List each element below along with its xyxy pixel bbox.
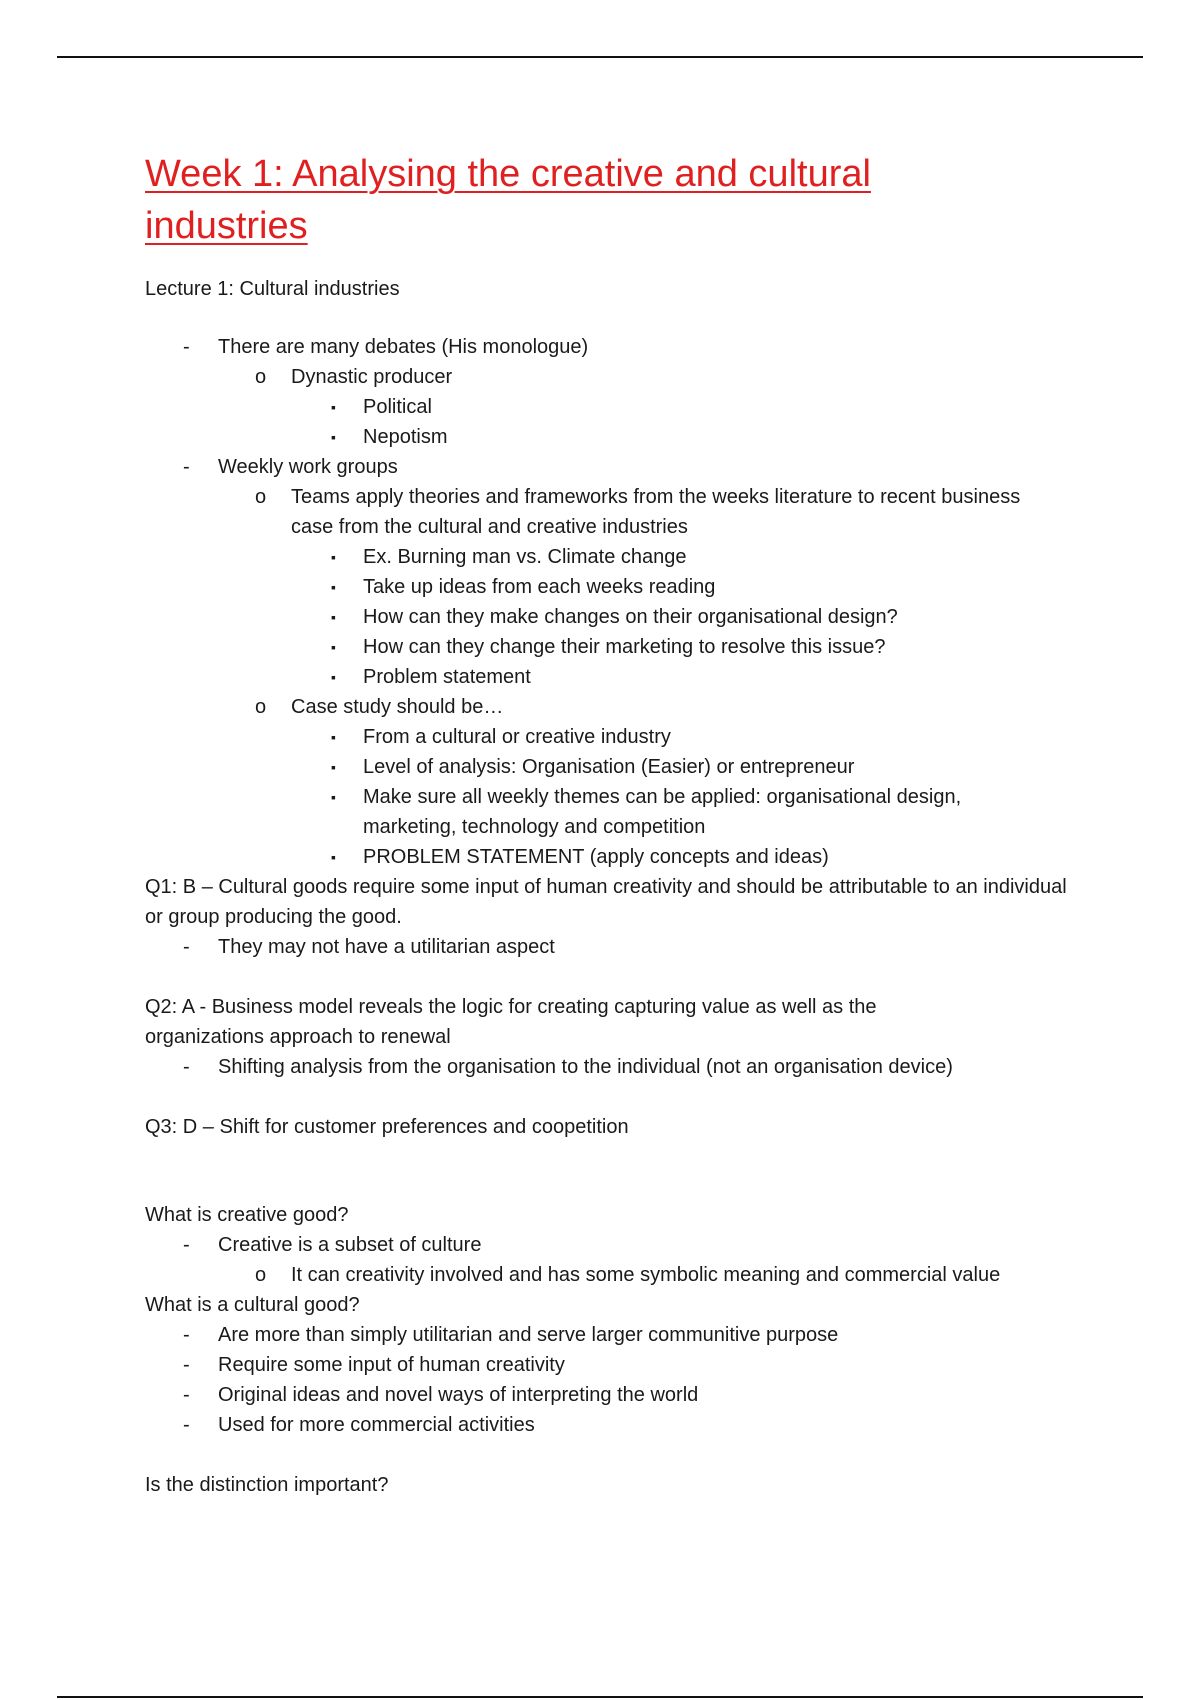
dash-bullet: - (183, 1056, 190, 1078)
circle-bullet: o (255, 366, 267, 388)
square-bullet: ▪ (331, 549, 336, 565)
creative-good-question: What is creative good? (145, 1204, 349, 1226)
q2-answer: Q2: A - Business model reveals the logic for creating capturing value as well as the organizations approach to renewal (145, 996, 877, 1048)
list-item: - Require some input of human creativity (145, 1350, 1075, 1380)
circle-bullet: o (255, 486, 267, 508)
dash-bullet: - (183, 336, 190, 358)
list-item: ▪ Make sure all weekly themes can be applied: organisational design, marketing, technology and competition (145, 782, 1053, 842)
list-item: ▪ How can they change their marketing to resolve this issue? (145, 632, 1075, 662)
list-item: - Creative is a subset of culture (145, 1230, 1075, 1260)
cultural-good-question: What is a cultural good? (145, 1294, 360, 1316)
dash-bullet: - (183, 1354, 190, 1376)
list-item: - Shifting analysis from the organisation to the individual (not an organisation device) (145, 1052, 1075, 1082)
q1-answer: Q1: B – Cultural goods require some input of human creativity and should be attributable to an individual or group producing the good. (145, 876, 1067, 928)
dash-bullet: - (183, 456, 190, 478)
list-item: ▪ How can they make changes on their organisational design? (145, 602, 1075, 632)
list-item: o Dynastic producer (145, 362, 1075, 392)
list-item: o Case study should be… (145, 692, 1075, 722)
list-item: ▪ Problem statement (145, 662, 1075, 692)
list-item: ▪ Take up ideas from each weeks reading (145, 572, 1075, 602)
list-item: ▪ Nepotism (145, 422, 1075, 452)
square-bullet: ▪ (331, 609, 336, 625)
list-item: - They may not have a utilitarian aspect (145, 932, 1075, 962)
square-bullet: ▪ (331, 789, 336, 805)
dash-bullet: - (183, 1414, 190, 1436)
bottom-rule (57, 1696, 1143, 1698)
dash-bullet: - (183, 1384, 190, 1406)
list-item: ▪ Ex. Burning man vs. Climate change (145, 542, 1075, 572)
document-body (145, 148, 1075, 1500)
square-bullet: ▪ (331, 399, 336, 415)
list-item: o Teams apply theories and frameworks from the weeks literature to recent business case from the cultural and creative industries (145, 482, 1031, 542)
list-item: - Used for more commercial activities (145, 1410, 1075, 1440)
square-bullet: ▪ (331, 729, 336, 745)
circle-bullet: o (255, 696, 267, 718)
circle-bullet: o (255, 1264, 267, 1286)
square-bullet: ▪ (331, 429, 336, 445)
page-title: Week 1: Analysing the creative and cultural industries (145, 153, 871, 247)
square-bullet: ▪ (331, 849, 336, 865)
list-item: - There are many debates (His monologue) (145, 332, 1075, 362)
list-item: ▪ From a cultural or creative industry (145, 722, 1075, 752)
q3-answer: Q3: D – Shift for customer preferences and coopetition (145, 1116, 629, 1138)
list-item: ▪ Level of analysis: Organisation (Easier) or entrepreneur (145, 752, 1075, 782)
list-item: o It can creativity involved and has some symbolic meaning and commercial value (145, 1260, 1031, 1290)
list-item: - Weekly work groups (145, 452, 1075, 482)
dash-bullet: - (183, 936, 190, 958)
list-item: ▪ Political (145, 392, 1075, 422)
dash-bullet: - (183, 1234, 190, 1256)
list-item: ▪ PROBLEM STATEMENT (apply concepts and ideas) (145, 842, 1075, 872)
square-bullet: ▪ (331, 579, 336, 595)
square-bullet: ▪ (331, 669, 336, 685)
square-bullet: ▪ (331, 759, 336, 775)
lecture-heading: Lecture 1: Cultural industries (145, 278, 400, 300)
square-bullet: ▪ (331, 639, 336, 655)
dash-bullet: - (183, 1324, 190, 1346)
list-item: - Are more than simply utilitarian and serve larger communitive purpose (145, 1320, 1075, 1350)
list-item: - Original ideas and novel ways of interpreting the world (145, 1380, 1075, 1410)
distinction-question: Is the distinction important? (145, 1474, 389, 1496)
top-rule (57, 56, 1143, 58)
